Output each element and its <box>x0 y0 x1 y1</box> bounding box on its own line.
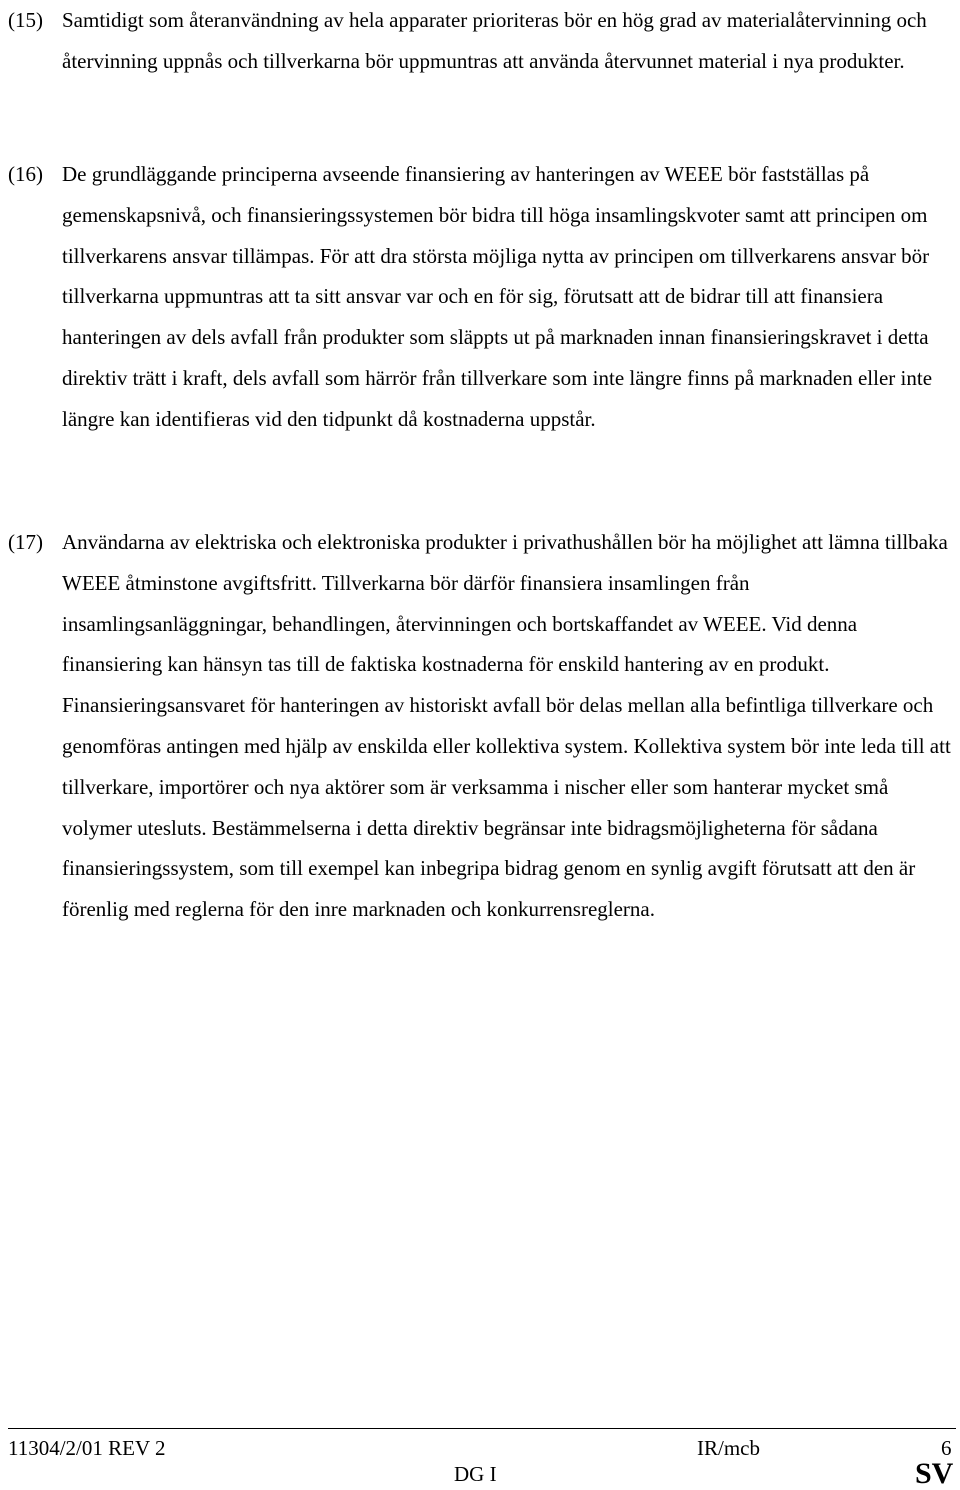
paragraph-number: (17) <box>8 530 43 554</box>
footer-directorate: DG I <box>454 1462 497 1486</box>
footer-divider <box>8 1428 956 1429</box>
footer-language-code: SV <box>915 1457 954 1490</box>
footer-document-reference: 11304/2/01 REV 2 <box>8 1436 166 1460</box>
paragraph-text: Användarna av elektriska och elektroniska produkter i privathushållen bör ha möjlighet att lämna tillbaka WEEE åtminstone avgiftsfritt. Tillverkarna bör därför finansiera insamlingen från insamlingsanläggningar, behandlingen, återvinningen och bortskaffandet av WEEE. Vid denna finansiering kan hänsyn tas till de faktiska kostnaderna för enskild hantering av en produkt. Finansieringsansvaret för hanteringen av historiskt avfall bör delas mellan alla befintliga tillverkare och genomföras antingen med hjälp av enskilda eller kollektiva system. Kollektiva system bör inte leda till att tillverkare, importörer och nya aktörer som är verksamma i nischer eller som hanterar mycket små volymer utesluts. Bestämmelserna i detta direktiv begränsar inte bidragsmöjligheterna för sådana finansieringssystem, som till exempel kan inbegripa bidrag genom en synlig avgift förutsatt att den är förenlig med reglerna för den inre marknaden och konkurrensreglerna. <box>62 530 951 922</box>
footer-initials: IR/mcb <box>697 1436 760 1460</box>
paragraph-text: De grundläggande principerna avseende finansiering av hanteringen av WEEE bör fastställas på gemenskapsnivå, och finansieringssystemen bör bidra till höga insamlingskvoter samt att principen om tillverkarens ansvar tillämpas. För att dra största möjliga nytta av principen om tillverkarens ansvar bör tillverkarna uppmuntras att ta sitt ansvar var och en för sig, förutsatt att de bidrar till att finansiera hanteringen av dels avfall från produkter som släppts ut på marknaden innan finansieringskravet i detta direktiv trätt i kraft, dels avfall som härrör från tillverkare som inte längre finns på marknaden eller inte längre kan identifieras vid den tidpunkt då kostnaderna uppstår. <box>62 162 933 431</box>
paragraph-16 <box>8 154 954 440</box>
paragraph-number: (15) <box>8 8 43 32</box>
paragraph-15 <box>8 0 954 82</box>
paragraph-text: Samtidigt som återanvändning av hela apparater prioriteras bör en hög grad av materialåtervinning och återvinning uppnås och tillverkarna bör uppmuntras att använda återvunnet material i nya produkter. <box>62 8 927 73</box>
paragraph-17 <box>8 522 954 930</box>
footer-page-number: 6 <box>941 1436 952 1460</box>
paragraph-number: (16) <box>8 162 43 186</box>
